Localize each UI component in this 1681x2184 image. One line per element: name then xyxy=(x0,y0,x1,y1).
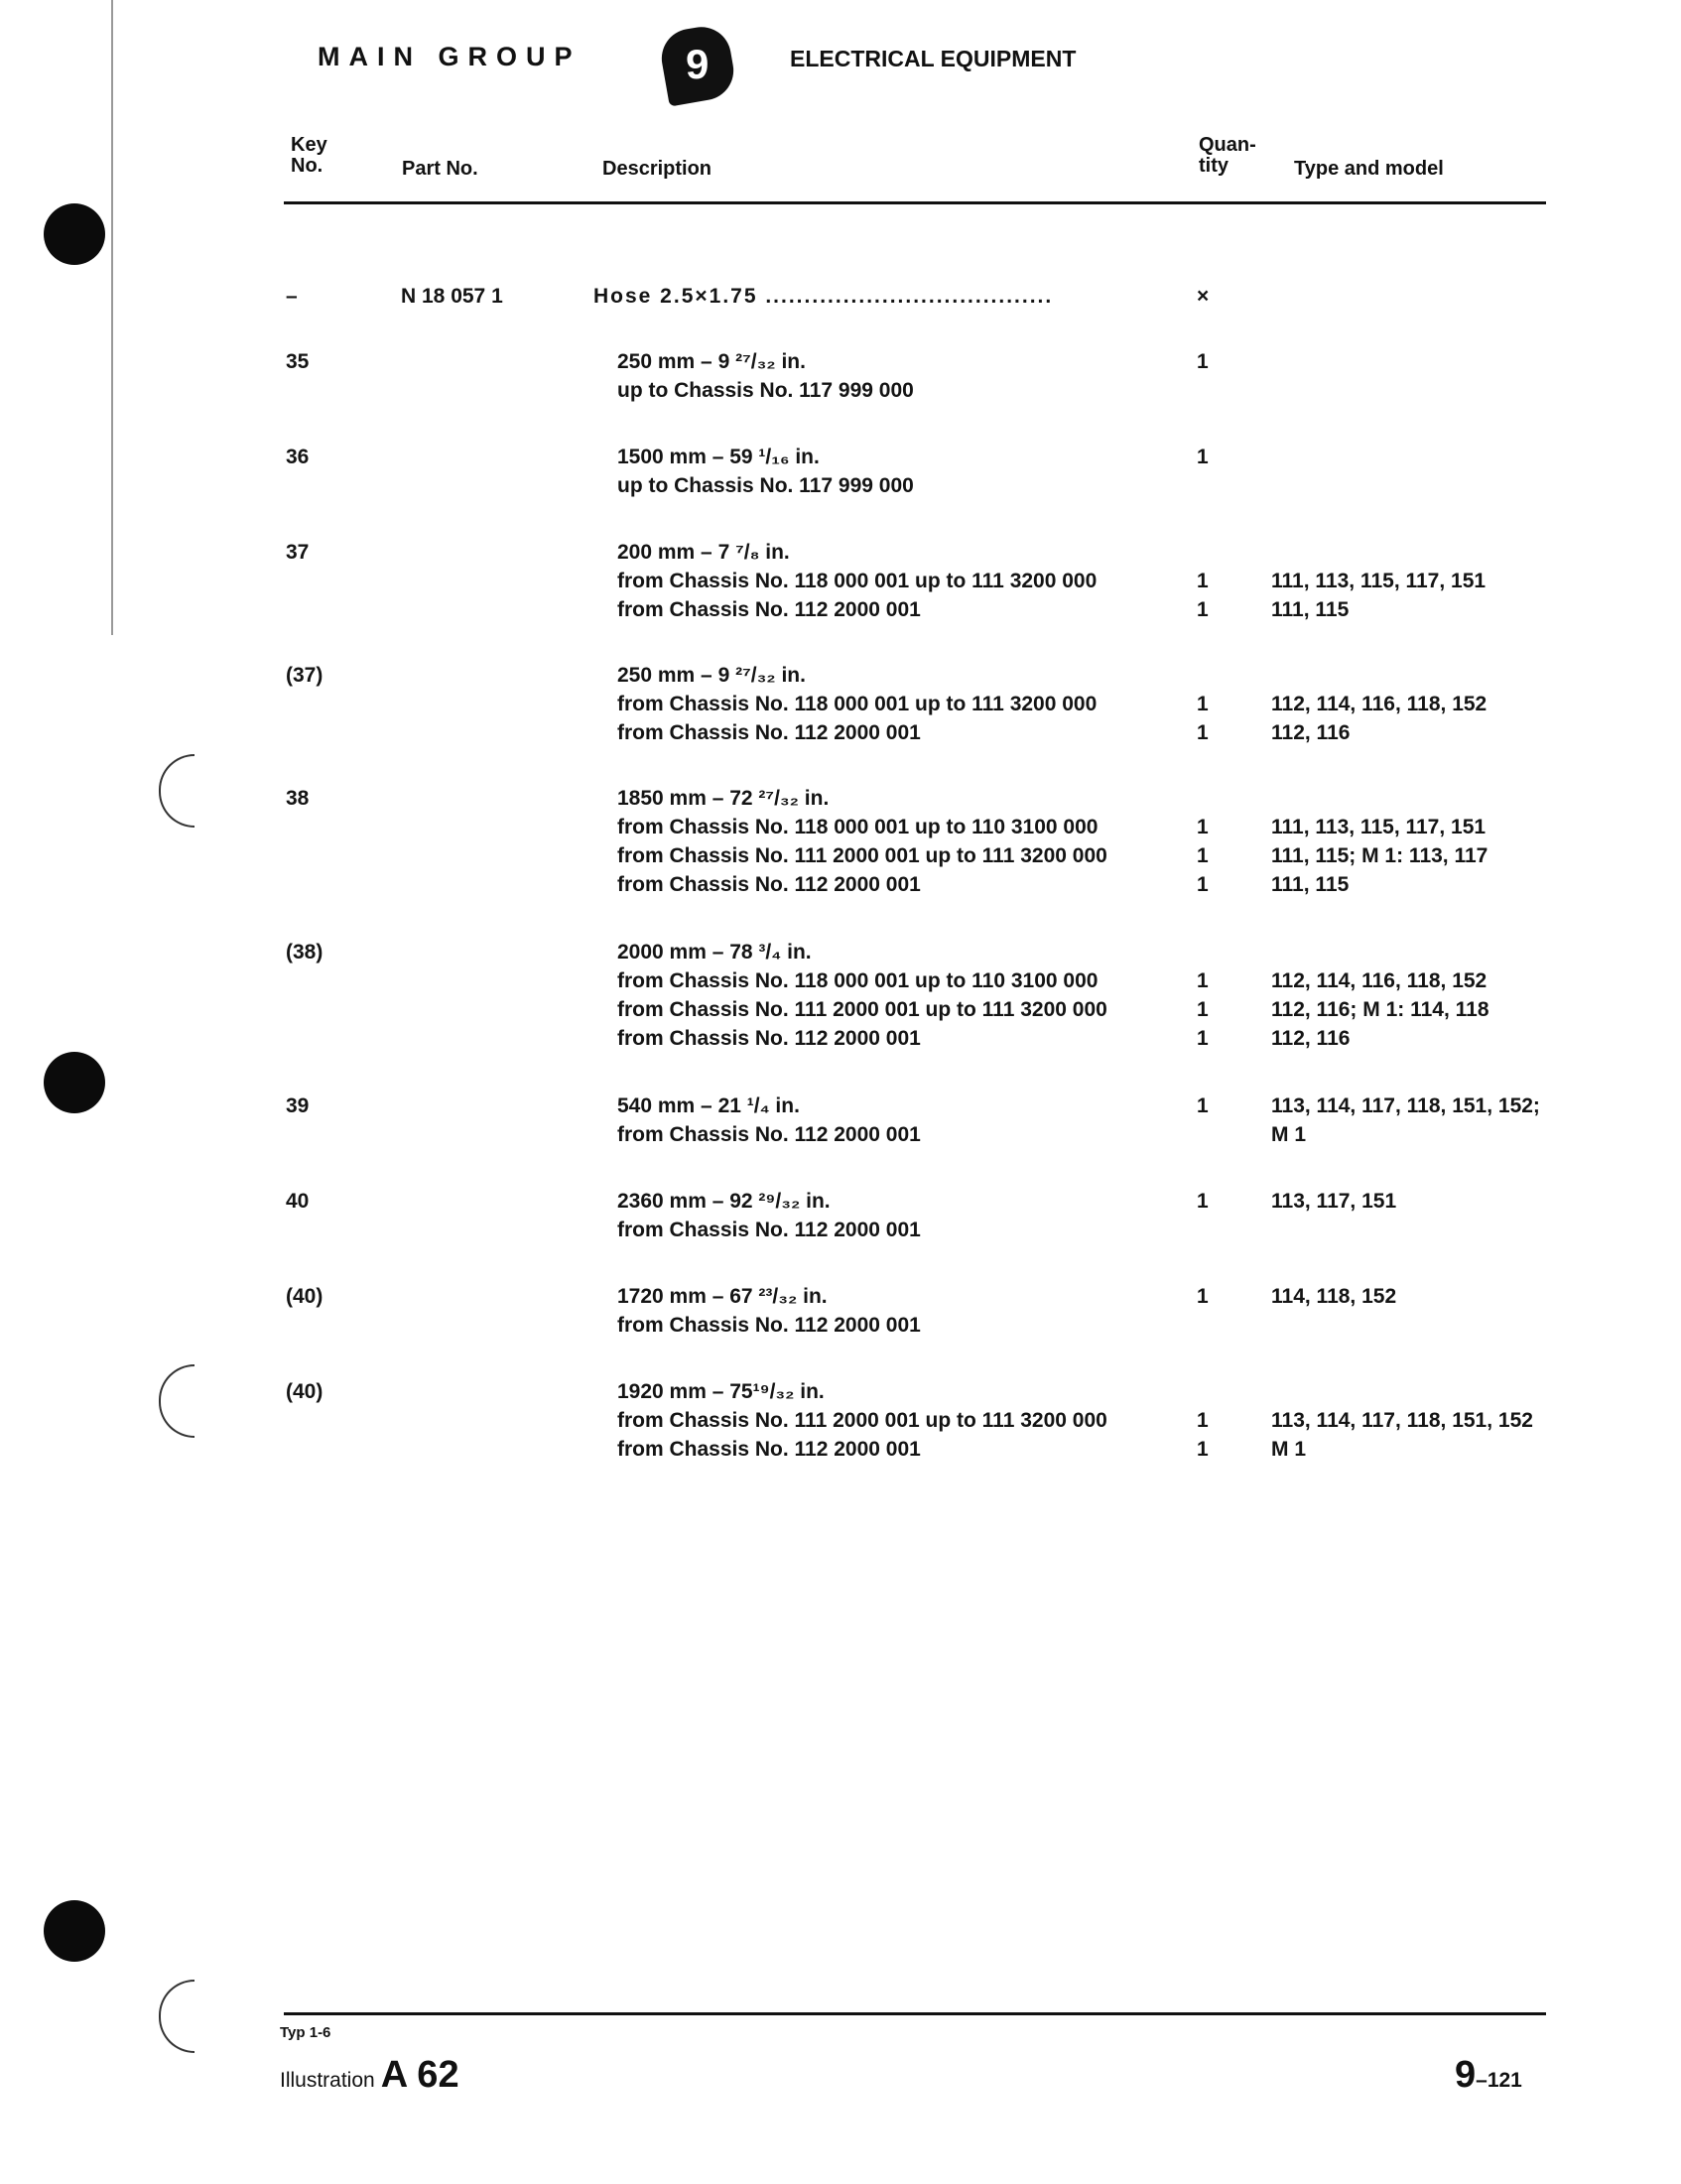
group-title: ELECTRICAL EQUIPMENT xyxy=(790,46,1077,71)
binder-mark xyxy=(159,1980,194,2053)
type-model-line: 112, 116; M 1: 114, 118 xyxy=(1271,998,1489,1021)
group-number: 9 xyxy=(686,41,710,88)
description-line: from Chassis No. 111 2000 001 up to 111 3200 000 xyxy=(617,844,1107,867)
quantity xyxy=(1197,1377,1209,1464)
footer-illustration xyxy=(280,2054,459,2097)
type-model-line: 111, 115 xyxy=(1271,873,1350,896)
key-number: – xyxy=(286,285,298,308)
key-number: (37) xyxy=(286,664,323,687)
type-model-line: 111, 113, 115, 117, 151 xyxy=(1271,570,1487,592)
description-line: from Chassis No. 112 2000 001 xyxy=(617,1314,921,1337)
quantity-line: 1 xyxy=(1197,1438,1209,1461)
quantity-line xyxy=(1197,661,1209,690)
description-line: 200 mm – 7 ⁷/₈ in. xyxy=(617,541,790,564)
type-model-line: 112, 116 xyxy=(1271,1027,1351,1050)
type-model xyxy=(1271,1377,1533,1464)
key-number: 38 xyxy=(286,787,310,810)
quantity-line: 1 xyxy=(1197,1285,1209,1308)
type-model xyxy=(1271,661,1487,747)
description xyxy=(617,1377,1107,1464)
quantity-line: 1 xyxy=(1197,598,1209,621)
description-line: from Chassis No. 111 2000 001 up to 111 3200 000 xyxy=(617,1409,1107,1432)
key-number: (40) xyxy=(286,1380,323,1403)
quantity-line: 1 xyxy=(1197,1409,1209,1432)
punch-hole xyxy=(44,203,105,265)
type-model-line xyxy=(1271,1377,1533,1406)
footer-typ: Typ 1-6 xyxy=(280,2024,331,2041)
description-line: Hose 2.5×1.75 ..................................... xyxy=(593,285,1054,308)
quantity xyxy=(1197,538,1209,624)
quantity-line: 1 xyxy=(1197,721,1209,744)
key-number: 37 xyxy=(286,541,310,564)
column-header-quantity-line2: tity xyxy=(1199,155,1228,177)
quantity xyxy=(1197,938,1209,1053)
quantity-line: 1 xyxy=(1197,816,1209,838)
description-line: from Chassis No. 112 2000 001 xyxy=(617,873,921,896)
type-model-line: 113, 114, 117, 118, 151, 152 xyxy=(1271,1409,1533,1432)
quantity xyxy=(1197,1092,1209,1120)
quantity xyxy=(1197,661,1209,747)
column-header-key-line2: No. xyxy=(291,155,323,177)
type-model-line: 113, 117, 151 xyxy=(1271,1190,1397,1213)
description-line: 1720 mm – 67 ²³/₃₂ in. xyxy=(617,1285,828,1308)
quantity-line xyxy=(1197,1377,1209,1406)
punch-hole xyxy=(44,1052,105,1113)
header-rule xyxy=(284,201,1546,204)
page-number-main: 9 xyxy=(1455,2054,1477,2096)
description-line: 2000 mm – 78 ³/₄ in. xyxy=(617,941,812,964)
type-model-line: M 1 xyxy=(1271,1438,1307,1461)
type-model-line: 112, 116 xyxy=(1271,721,1351,744)
description xyxy=(617,938,1107,1053)
column-header-description: Description xyxy=(602,158,712,180)
quantity-line: 1 xyxy=(1197,1190,1209,1213)
description-line: from Chassis No. 112 2000 001 xyxy=(617,598,921,621)
column-header-key-line1: Key xyxy=(291,134,327,156)
description-line: from Chassis No. 112 2000 001 xyxy=(617,1123,921,1146)
key-number: 39 xyxy=(286,1094,310,1117)
type-model xyxy=(1271,1092,1540,1149)
page-header xyxy=(0,0,1681,119)
illustration-label: Illustration xyxy=(280,2069,375,2092)
description xyxy=(617,1282,921,1340)
type-model-line: 112, 114, 116, 118, 152 xyxy=(1271,693,1487,715)
type-model-line: 111, 113, 115, 117, 151 xyxy=(1271,816,1487,838)
type-model-line xyxy=(1271,538,1486,567)
description-line: up to Chassis No. 117 999 000 xyxy=(617,474,914,497)
quantity xyxy=(1197,1282,1209,1311)
description xyxy=(617,661,1097,747)
description-line: 2360 mm – 92 ²⁹/₃₂ in. xyxy=(617,1190,831,1213)
description-line: up to Chassis No. 117 999 000 xyxy=(617,379,914,402)
key-number: 36 xyxy=(286,446,310,468)
part-number: N 18 057 1 xyxy=(401,285,503,308)
quantity xyxy=(1197,347,1209,376)
type-model-line xyxy=(1271,938,1489,966)
description-line: from Chassis No. 112 2000 001 xyxy=(617,1219,921,1241)
description xyxy=(617,784,1107,899)
description-line: from Chassis No. 118 000 001 up to 110 3100 000 xyxy=(617,969,1099,992)
type-model xyxy=(1271,1187,1396,1216)
description-line: from Chassis No. 112 2000 001 xyxy=(617,1438,921,1461)
type-model xyxy=(1271,1282,1396,1311)
quantity-line: 1 xyxy=(1197,969,1209,992)
page-number-sub: –121 xyxy=(1476,2069,1522,2092)
punch-hole xyxy=(44,1900,105,1962)
quantity-line: 1 xyxy=(1197,446,1209,468)
binder-mark xyxy=(159,1364,194,1438)
column-header-quantity-line1: Quan- xyxy=(1199,134,1256,156)
description xyxy=(617,538,1097,624)
type-model-line xyxy=(1271,784,1487,813)
type-model-line: 113, 114, 117, 118, 151, 152; xyxy=(1271,1094,1540,1117)
key-number: (38) xyxy=(286,941,323,964)
quantity-line: 1 xyxy=(1197,998,1209,1021)
type-model xyxy=(1271,538,1486,624)
type-model-line: 111, 115 xyxy=(1271,598,1350,621)
quantity-line xyxy=(1197,938,1209,966)
binder-mark xyxy=(159,754,194,828)
description-line: from Chassis No. 111 2000 001 up to 111 3200 000 xyxy=(617,998,1107,1021)
description-line: 1920 mm – 75¹⁹/₃₂ in. xyxy=(617,1380,825,1403)
description-line: 1500 mm – 59 ¹/₁₆ in. xyxy=(617,446,820,468)
column-header-quantity xyxy=(1199,135,1256,177)
description xyxy=(617,443,914,500)
quantity-line: 1 xyxy=(1197,350,1209,373)
quantity-line: 1 xyxy=(1197,570,1209,592)
quantity-line xyxy=(1197,784,1209,813)
description xyxy=(617,347,914,405)
column-header-part-no: Part No. xyxy=(402,158,478,180)
description-line: 250 mm – 9 ²⁷/₃₂ in. xyxy=(617,664,806,687)
quantity-line: 1 xyxy=(1197,1027,1209,1050)
description-line: 1850 mm – 72 ²⁷/₃₂ in. xyxy=(617,787,830,810)
quantity-line: × xyxy=(1197,285,1210,308)
column-header-key-no xyxy=(291,135,327,177)
quantity-line: 1 xyxy=(1197,844,1209,867)
quantity-line: 1 xyxy=(1197,873,1209,896)
page-number xyxy=(1455,2054,1522,2097)
key-number: (40) xyxy=(286,1285,323,1308)
description-line: from Chassis No. 118 000 001 up to 111 3200 000 xyxy=(617,693,1098,715)
description-line: from Chassis No. 118 000 001 up to 110 3100 000 xyxy=(617,816,1099,838)
group-number-badge xyxy=(657,22,738,106)
type-model-line: 112, 114, 116, 118, 152 xyxy=(1271,969,1487,992)
type-model-line xyxy=(1271,661,1487,690)
quantity-line xyxy=(1197,538,1209,567)
description-line: from Chassis No. 118 000 001 up to 111 3200 000 xyxy=(617,570,1098,592)
type-model xyxy=(1271,784,1487,899)
quantity xyxy=(1197,443,1209,471)
main-group-label: MAIN GROUP xyxy=(318,42,582,71)
type-model-line: 114, 118, 152 xyxy=(1271,1285,1397,1308)
quantity xyxy=(1197,784,1209,899)
description-line: from Chassis No. 112 2000 001 xyxy=(617,721,921,744)
type-model-line: M 1 xyxy=(1271,1123,1307,1146)
type-model-line: 111, 115; M 1: 113, 117 xyxy=(1271,844,1488,867)
quantity-line: 1 xyxy=(1197,1094,1209,1117)
description xyxy=(617,1092,921,1149)
description-line: 250 mm – 9 ²⁷/₃₂ in. xyxy=(617,350,806,373)
illustration-number: A 62 xyxy=(380,2054,459,2096)
description-line: from Chassis No. 112 2000 001 xyxy=(617,1027,921,1050)
description-line: 540 mm – 21 ¹/₄ in. xyxy=(617,1094,800,1117)
column-header-type-model: Type and model xyxy=(1294,158,1444,180)
key-number: 40 xyxy=(286,1190,310,1213)
quantity xyxy=(1197,1187,1209,1216)
description xyxy=(617,1187,921,1244)
type-model xyxy=(1271,938,1489,1053)
quantity xyxy=(1197,282,1209,311)
footer-rule xyxy=(284,2012,1546,2015)
key-number: 35 xyxy=(286,350,310,373)
quantity-line: 1 xyxy=(1197,693,1209,715)
description xyxy=(593,282,1053,311)
